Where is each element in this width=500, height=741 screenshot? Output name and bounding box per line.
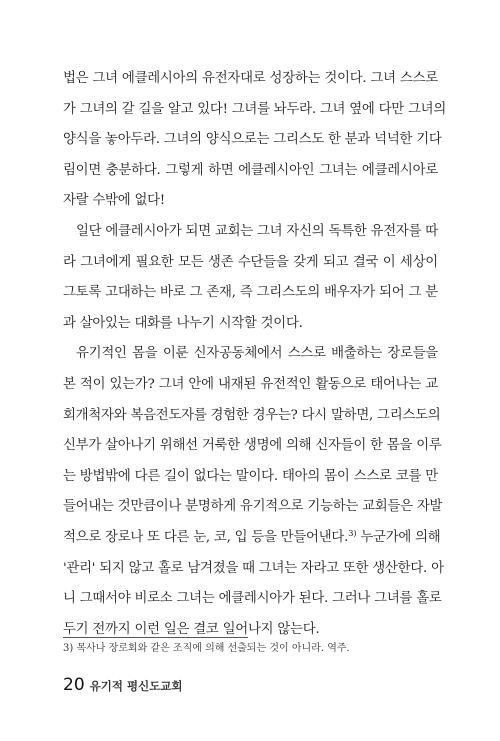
text-line: 가 그녀의 갈 길을 알고 있다! 그녀를 놔두라. 그녀 옆에 다만 그녀의 [63, 101, 447, 117]
text-line: 본 적이 있는가? 그녀 안에 내재된 유전적인 활동으로 태어나는 교 [63, 376, 438, 392]
text-line: 림이면 충분하다. 그렇게 하면 에클레시아인 그녀는 에클레시아로 [63, 162, 438, 178]
text-line: 양식을 놓아두라. 그녀의 양식으로는 그리스도 한 분과 넉넉한 기다 [63, 132, 442, 148]
footnote-divider [63, 637, 248, 638]
body-text [63, 64, 447, 645]
footnote: 3) 목사나 장로회와 같은 조직에 의해 선출되는 것이 아니라. 역주. [63, 643, 350, 654]
text-line: 신부가 살아나기 위해선 거룩한 생명에 의해 신자들이 한 몸을 이루 [63, 438, 442, 454]
page-number: 20 [63, 675, 85, 695]
text-line: 회개척자와 복음전도자를 경험한 경우는? 다시 말하면, 그리스도의 [63, 407, 441, 423]
text-line: 그토록 고대하는 바로 그 존재, 즉 그리스도의 배우자가 되어 그 분 [63, 285, 438, 301]
text-line: 법은 그녀 에클레시아의 유전자대로 성장하는 것이다. 그녀 스스로 [63, 71, 438, 86]
text-line: '관리' 되지 않고 홀로 남겨졌을 때 그녀는 자라고 또한 생산한다. 아 [63, 560, 444, 576]
page-footer [63, 675, 183, 697]
text-line: 니 그때서야 비로소 그녀는 에클레시아가 된다. 그러나 그녀를 홀로 [63, 591, 442, 607]
running-title: 유기적 평신도교회 [89, 679, 183, 693]
text-line: 들어내는 것만큼이나 분명하게 유기적으로 기능하는 교회들은 자발 [63, 499, 443, 515]
text-segment: 누군가에 의해 [356, 529, 441, 545]
text-segment: 적으로 장로나 또 다른 눈, 코, 입 등을 만들어낸다. [63, 529, 349, 545]
text-line: 과 살아있는 대화를 나누기 시작할 것이다. [63, 315, 303, 331]
paragraph-first-line: 일단 에클레시아가 되면 교회는 그녀 자신의 독특한 유전자를 따 [76, 223, 438, 239]
text-line: 두기 전까지 이런 일은 결코 일어나지 않는다. [63, 621, 320, 637]
footnote-marker[interactable]: 3) [348, 528, 357, 539]
paragraph-first-line: 유기적인 몸을 이룬 신자공동체에서 스스로 배출하는 장로들을 [76, 346, 438, 362]
text-line: 라 그녀에게 필요한 모든 생존 수단들을 갖게 되고 결국 이 세상이 [63, 254, 438, 270]
text-line: 자랄 수밖에 없다! [63, 193, 165, 209]
text-line: 는 방법밖에 다른 길이 없다는 말이다. 태아의 몸이 스스로 코를 만 [63, 468, 438, 484]
text-line-with-footnote [63, 523, 441, 554]
